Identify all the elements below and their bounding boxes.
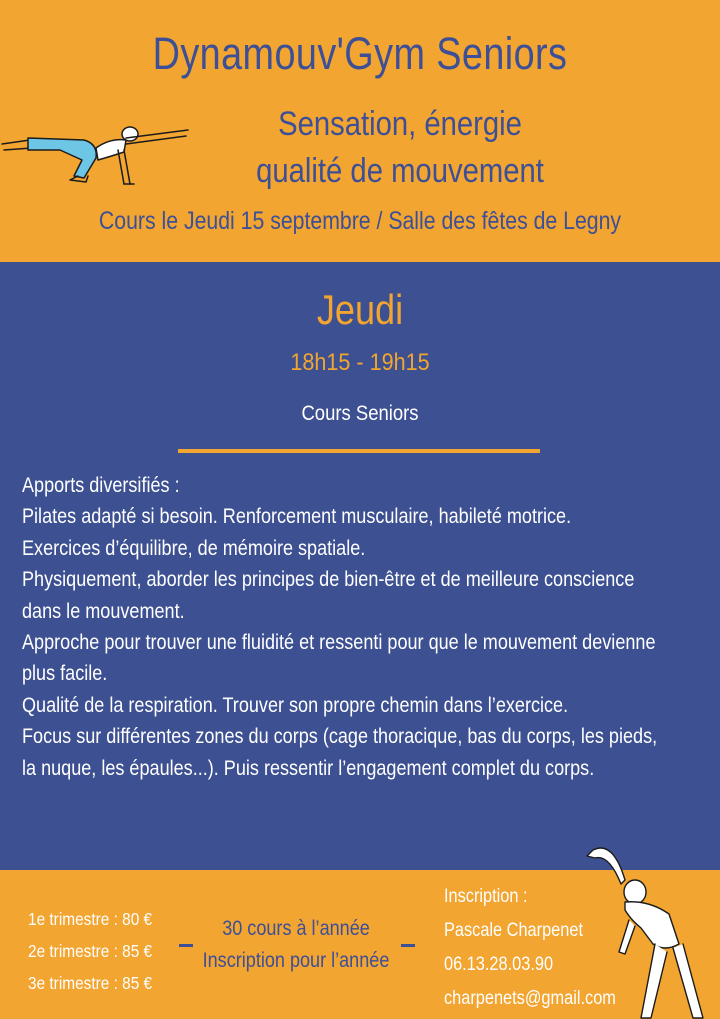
subtitle-line-1: Sensation, énergie: [278, 105, 522, 143]
header-section: [0, 0, 720, 262]
description-line: Apports diversifiés :: [22, 474, 180, 497]
description-line: la nuque, les épaules...). Puis ressentir l’engagement complet du corps.: [22, 756, 595, 780]
price-item: 2e trimestre : 85 €: [28, 941, 153, 961]
course-info: Cours le Jeudi 15 septembre / Salle des fêtes de Legny: [98, 207, 622, 235]
description-line: Physiquement, aborder les principes de bien-être et de meilleure conscience: [22, 568, 635, 592]
stretching-figure-icon: [583, 840, 720, 1019]
description-line: Pilates adapté si besoin. Renforcement musculaire, habileté motrice.: [22, 505, 572, 529]
pilates-figure-icon: [0, 118, 200, 198]
program-section: [0, 262, 720, 870]
courses-per-year: 30 cours à l’année: [222, 917, 370, 940]
price-list: [28, 903, 169, 999]
contact-phone[interactable]: 06.13.28.03.90: [444, 954, 554, 975]
description-line: Qualité de la respiration. Trouver son propre chemin dans l’exercice.: [22, 693, 569, 717]
course-day: Jeudi: [316, 286, 404, 333]
price-item: 3e trimestre : 85 €: [28, 973, 153, 993]
description-line: plus facile.: [22, 662, 108, 686]
course-time: 18h15 - 19h15: [290, 349, 430, 376]
description-line: Exercices d’équilibre, de mémoire spatiale.: [22, 536, 366, 560]
contact-name: Pascale Charpenet: [444, 920, 583, 941]
contact-email[interactable]: charpenets@gmail.com: [444, 988, 616, 1009]
course-summary: [187, 913, 405, 977]
annual-enrollment: Inscription pour l’année: [202, 949, 390, 972]
separator-dash: [401, 944, 415, 947]
description-line: dans le mouvement.: [22, 599, 185, 623]
subtitle-line-2: qualité de mouvement: [256, 152, 544, 190]
course-name: Cours Seniors: [301, 402, 419, 425]
page-title: Dynamouv'Gym Seniors: [152, 28, 568, 79]
price-item: 1e trimestre : 80 €: [28, 909, 153, 929]
description-line: Approche pour trouver une fluidité et ressenti pour que le mouvement devienne: [22, 631, 656, 655]
contact-label: Inscription :: [444, 886, 528, 907]
description-line: Focus sur différentes zones du corps (cage thoracique, bas du corps, les pieds,: [22, 725, 658, 749]
description-text: [22, 470, 658, 784]
divider: [178, 449, 540, 453]
